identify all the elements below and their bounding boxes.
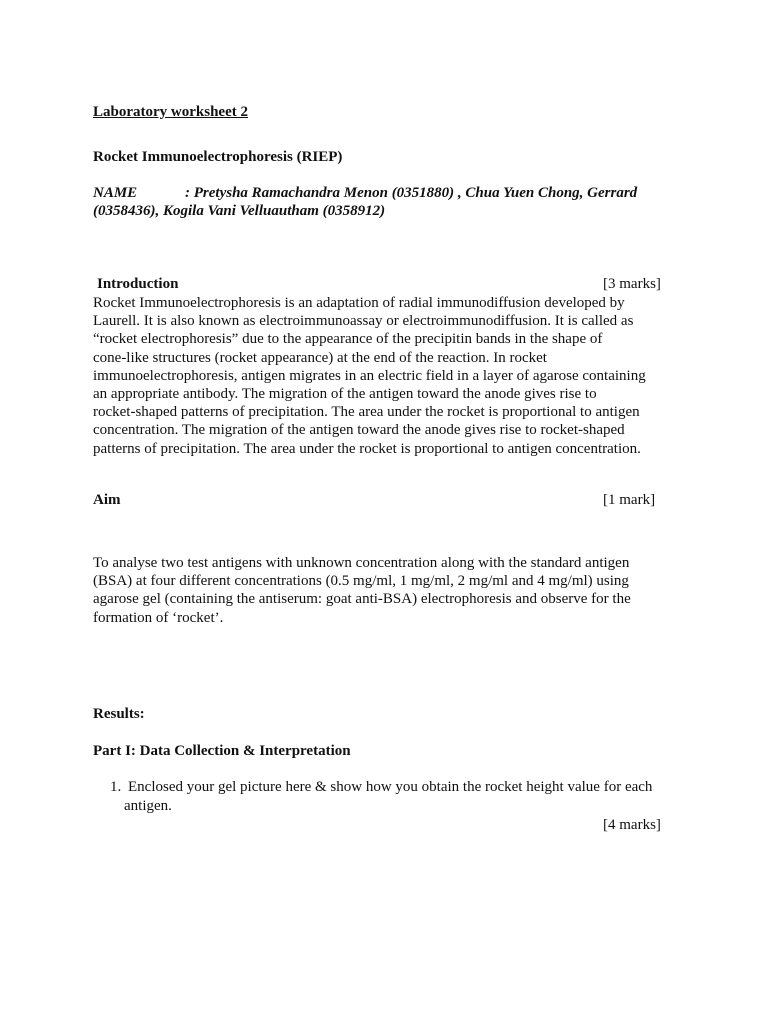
aim-line: To analyse two test antigens with unknown concentration along with the standard antigen bbox=[93, 555, 630, 571]
results-heading: Results: bbox=[93, 706, 145, 722]
part1-heading: Part I: Data Collection & Interpretation bbox=[93, 743, 351, 759]
introduction-line: Laurell. It is also known as electroimmunoassay or electroimmunodiffusion. It is called as bbox=[93, 313, 634, 330]
introduction-line: “rocket electrophoresis” due to the appearance of the precipitin bands in the shape of bbox=[93, 331, 603, 348]
name-label: NAME bbox=[93, 185, 138, 201]
item-number: 1. bbox=[110, 779, 122, 795]
introduction-line: patterns of precipitation. The area under the rocket is proportional to antigen concentration. bbox=[93, 440, 641, 457]
aim-line: agarose gel (containing the antiserum: goat anti-BSA) electrophoresis and observe for the bbox=[93, 591, 631, 608]
name-line-1: : Pretysha Ramachandra Menon (0351880) , Chua Yuen Chong, Gerrard bbox=[185, 185, 638, 201]
introduction-line: concentration. The migration of the antigen toward the anode gives rise to rocket-shaped bbox=[93, 422, 625, 439]
aim-paragraph bbox=[93, 554, 665, 627]
item-marks: [4 marks] bbox=[603, 817, 661, 833]
introduction-paragraph bbox=[93, 294, 665, 458]
aim-line: (BSA) at four different concentrations (0.5 mg/ml, 1 mg/ml, 2 mg/ml and 4 mg/ml) using bbox=[93, 573, 629, 590]
worksheet-title: Laboratory worksheet 2 bbox=[93, 104, 248, 120]
introduction-line: rocket-shaped patterns of precipitation. The area under the rocket is proportional to antigen bbox=[93, 404, 640, 421]
aim-marks: [1 mark] bbox=[603, 492, 656, 508]
introduction-line: an appropriate antibody. The migration of the antigen toward the anode gives rise to bbox=[93, 386, 597, 403]
introduction-line: Rocket Immunoelectrophoresis is an adaptation of radial immunodiffusion developed by bbox=[93, 295, 625, 311]
item-line-1: Enclosed your gel picture here & show how you obtain the rocket height value for each bbox=[128, 779, 653, 795]
item-line-2: antigen. bbox=[124, 798, 172, 814]
aim-line: formation of ‘rocket’. bbox=[93, 609, 224, 626]
introduction-line: cone-like structures (rocket appearance) at the end of the reaction. In rocket bbox=[93, 349, 547, 366]
introduction-marks: [3 marks] bbox=[603, 276, 661, 292]
name-line-2: (0358436), Kogila Vani Velluautham (0358912) bbox=[93, 203, 386, 219]
aim-heading: Aim bbox=[93, 492, 121, 508]
experiment-title: Rocket Immunoelectrophoresis (RIEP) bbox=[93, 149, 343, 165]
introduction-heading: Introduction bbox=[97, 276, 179, 292]
introduction-line: immunoelectrophoresis, antigen migrates in an electric field in a layer of agarose containing bbox=[93, 367, 646, 384]
